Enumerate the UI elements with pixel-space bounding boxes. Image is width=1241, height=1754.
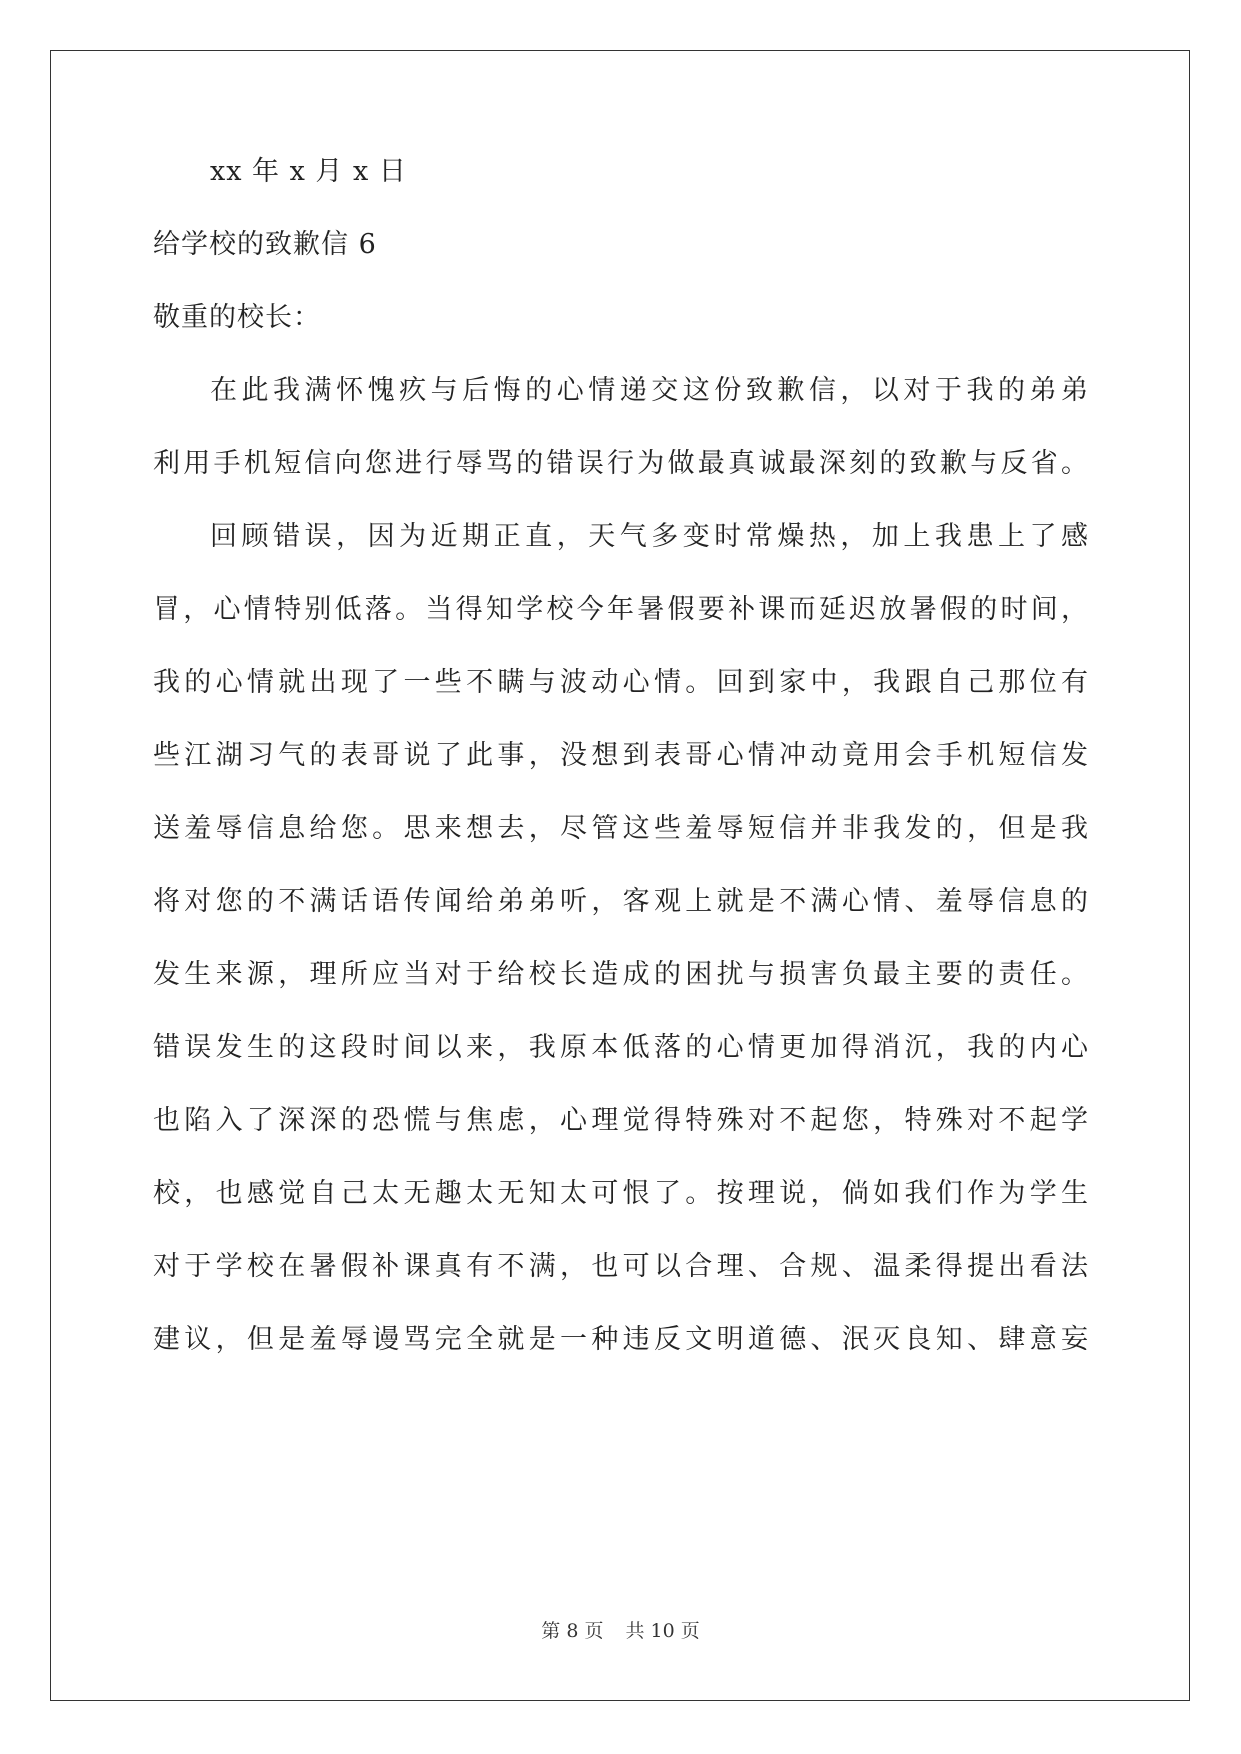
body-line: 些江湖习气的表哥说了此事，没想到表哥心情冲动竟用会手机短信发 bbox=[153, 740, 1088, 771]
page-number-total: 共 10 页 bbox=[625, 1620, 700, 1642]
body-line: 送羞辱信息给您。思来想去，尽管这些羞辱短信并非我发的，但是我 bbox=[153, 813, 1088, 844]
page-number-current: 第 8 页 bbox=[541, 1620, 604, 1642]
body-line: 校，也感觉自己太无趣太无知太可恨了。按理说，倘如我们作为学生 bbox=[153, 1178, 1088, 1209]
body-line: 建议，但是羞辱谩骂完全就是一种违反文明道德、泯灭良知、肆意妄 bbox=[153, 1324, 1088, 1355]
letter-title: 给学校的致歉信 6 bbox=[153, 229, 377, 260]
body-line: 在此我满怀愧疚与后悔的心情递交这份致歉信，以对于我的弟弟 bbox=[210, 375, 1088, 406]
body-line: 我的心情就出现了一些不瞒与波动心情。回到家中，我跟自己那位有 bbox=[153, 667, 1088, 698]
body-line: 冒，心情特别低落。当得知学校今年暑假要补课而延迟放暑假的时间， bbox=[153, 594, 1088, 625]
page-footer bbox=[0, 1618, 1241, 1644]
body-line: 发生来源，理所应当对于给校长造成的困扰与损害负最主要的责任。 bbox=[153, 959, 1088, 990]
body-line: 也陷入了深深的恐慌与焦虑，心理觉得特殊对不起您，特殊对不起学 bbox=[153, 1105, 1088, 1136]
body-line: 利用手机短信向您进行辱骂的错误行为做最真诚最深刻的致歉与反省。 bbox=[153, 448, 1088, 479]
letter-salutation: 敬重的校长： bbox=[153, 302, 321, 333]
body-line: 回顾错误，因为近期正直，天气多变时常燥热，加上我患上了感 bbox=[210, 521, 1088, 552]
body-line: 对于学校在暑假补课真有不满，也可以合理、合规、温柔得提出看法 bbox=[153, 1251, 1088, 1282]
letter-date: xx 年 x 月 x 日 bbox=[210, 156, 407, 187]
body-line: 错误发生的这段时间以来，我原本低落的心情更加得消沉，我的内心 bbox=[153, 1032, 1088, 1063]
body-line: 将对您的不满话语传闻给弟弟听，客观上就是不满心情、羞辱信息的 bbox=[153, 886, 1088, 917]
